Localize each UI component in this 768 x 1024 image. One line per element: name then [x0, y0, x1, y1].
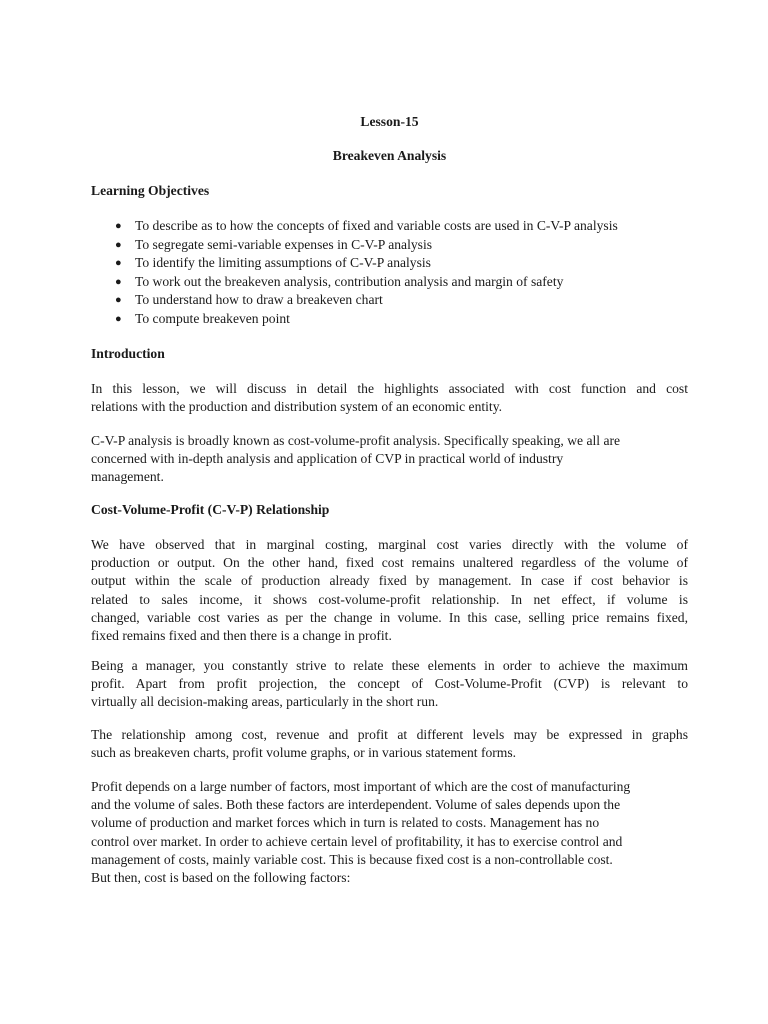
objective-text: To understand how to draw a breakeven chart — [135, 292, 383, 307]
objective-text: To segregate semi-variable expenses in C-V-P analysis — [135, 236, 433, 252]
bullet-icon: ● — [115, 257, 122, 269]
objective-text: To identify the limiting assumptions of C-V-P analysis — [135, 255, 431, 270]
text-line: management of costs, mainly variable cost. This is because fixed cost is a non-controllable cost. — [91, 851, 613, 867]
text-line: We have observed that in marginal costing, marginal cost varies directly with the volume of — [91, 537, 688, 552]
text-line: fixed remains fixed and then there is a change in profit. — [91, 628, 392, 644]
bullet-icon: ● — [115, 220, 122, 232]
cvp-paragraph-4 — [91, 778, 688, 887]
cvp-relationship-heading: Cost-Volume-Profit (C-V-P) Relationship — [91, 502, 330, 517]
cvp-paragraph-1 — [91, 536, 688, 645]
text-line: The relationship among cost, revenue and profit at different levels may be expressed in graphs — [91, 727, 688, 742]
bullet-icon: ● — [115, 275, 122, 288]
text-line: profit. Apart from profit projection, the concept of Cost-Volume-Profit (CVP) is relevant to — [91, 676, 688, 692]
text-line: But then, cost is based on the following factors: — [91, 870, 351, 886]
text-line: output within the scale of production already fixed by management. In case if cost behavior is — [91, 573, 688, 589]
list-item — [91, 291, 618, 310]
text-line: changed, variable cost varies as per the change in volume. In this case, selling price remains fixed, — [91, 609, 688, 625]
text-line: related to sales income, it shows cost-volume-profit relationship. In net effect, if volume is — [91, 591, 688, 607]
document-page — [91, 0, 688, 1024]
cvp-paragraph-3 — [91, 726, 688, 762]
text-line: Being a manager, you constantly strive to relate these elements in order to achieve the maximum — [91, 658, 688, 673]
text-line: such as breakeven charts, profit volume graphs, or in various statement forms. — [91, 745, 517, 761]
bullet-icon: ● — [115, 312, 122, 325]
objective-text: To describe as to how the concepts of fixed and variable costs are used in C-V-P analysis — [135, 218, 618, 233]
text-line: C-V-P analysis is broadly known as cost-volume-profit analysis. Specifically speaking, we all are — [91, 433, 621, 448]
list-item — [91, 310, 618, 329]
list-item — [91, 273, 618, 292]
cvp-paragraph-2 — [91, 657, 688, 712]
introduction-paragraph-1 — [91, 380, 688, 416]
text-line: relations with the production and distribution system of an economic entity. — [91, 399, 503, 415]
learning-objectives-list — [91, 217, 618, 328]
text-line: production or output. On the other hand, fixed cost remains unaltered regardless of the volume of — [91, 555, 688, 571]
lesson-title: Breakeven Analysis — [332, 148, 447, 163]
bullet-icon: ● — [115, 294, 122, 306]
text-line: and the volume of sales. Both these factors are interdependent. Volume of sales depends upon the — [91, 797, 621, 813]
text-line: volume of production and market forces which in turn is related to costs. Management has no — [91, 815, 600, 831]
text-line: control over market. In order to achieve certain level of profitability, it has to exercise control and — [91, 833, 623, 849]
introduction-paragraph-2 — [91, 432, 688, 487]
objective-text: To compute breakeven point — [135, 310, 290, 326]
introduction-heading: Introduction — [91, 346, 165, 361]
bullet-icon: ● — [115, 238, 122, 251]
lesson-number: Lesson-15 — [360, 114, 419, 129]
text-line: concerned with in-depth analysis and application of CVP in practical world of industry — [91, 451, 564, 467]
list-item — [91, 254, 618, 273]
text-line: management. — [91, 469, 164, 485]
list-item — [91, 236, 618, 255]
objective-text: To work out the breakeven analysis, contribution analysis and margin of safety — [135, 273, 564, 289]
list-item — [91, 217, 618, 236]
text-line: virtually all decision-making areas, particularly in the short run. — [91, 694, 439, 710]
text-line: Profit depends on a large number of factors, most important of which are the cost of manufacturing — [91, 779, 631, 794]
text-line: In this lesson, we will discuss in detail the highlights associated with cost function and cost — [91, 381, 688, 396]
learning-objectives-heading: Learning Objectives — [91, 183, 210, 198]
